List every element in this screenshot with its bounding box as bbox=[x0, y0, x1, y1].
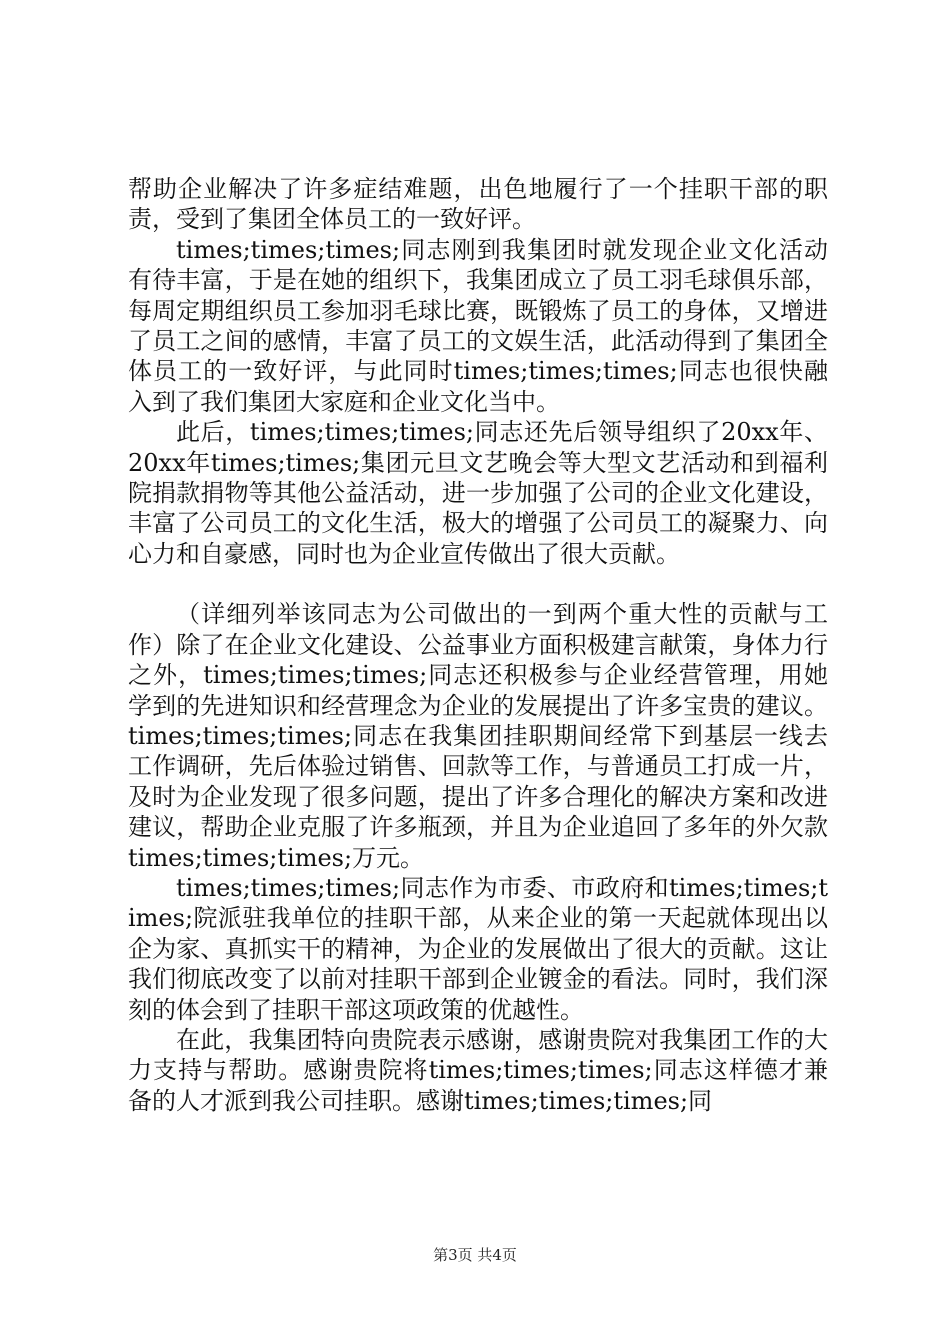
paragraph-6: 在此，我集团特向贵院表示感谢，感谢贵院对我集团工作的大力支持与帮助。感谢贵院将times;times;times;同志这样德才兼备的人才派到我公司挂职。感谢times;times;times;同 bbox=[128, 1025, 828, 1115]
document-body bbox=[128, 174, 828, 1116]
paragraph-3: 此后，times;times;times;同志还先后领导组织了20xx年、20xx年times;times;集团元旦文艺晚会等大型文艺活动和到福利院捐款捐物等其他公益活动，进一步加强了公司的企业文化建设，丰富了公司员工的文化生活，极大的增强了公司员工的凝聚力、向心力和自豪感，同时也为企业宣传做出了很大贡献。 bbox=[128, 418, 828, 568]
paragraph-4: （详细列举该同志为公司做出的一到两个重大性的贡献与工作）除了在企业文化建设、公益事业方面积极建言献策，身体力行之外，times;times;times;同志还积极参与企业经营管理，用她学到的先进知识和经营理念为企业的发展提出了许多宝贵的建议。times;times;times;同志在我集团挂职期间经常下到基层一线去工作调研，先后体验过销售、回款等工作，与普通员工打成一片，及时为企业发现了很多问题，提出了许多合理化的解决方案和改进建议，帮助企业克服了许多瓶颈，并且为企业追回了多年的外欠款times;times;times;万元。 bbox=[128, 600, 828, 872]
paragraph-5: times;times;times;同志作为市委、市政府和times;times;times;院派驻我单位的挂职干部，从来企业的第一天起就体现出以企为家、真抓实干的精神，为企业的发展做出了很大的贡献。这让我们彻底改变了以前对挂职干部到企业镀金的看法。同时，我们深刻的体会到了挂职干部这项政策的优越性。 bbox=[128, 873, 828, 1024]
page-footer: 第3页 共4页 bbox=[433, 1246, 517, 1264]
paragraph-2: times;times;times;同志刚到我集团时就发现企业文化活动有待丰富，于是在她的组织下，我集团成立了员工羽毛球俱乐部，每周定期组织员工参加羽毛球比赛，既锻炼了员工的身体，又增进了员工之间的感情，丰富了员工的文娱生活，此活动得到了集团全体员工的一致好评，与此同时times;times;times;同志也很快融入到了我们集团大家庭和企业文化当中。 bbox=[128, 235, 828, 416]
paragraph-1: 帮助企业解决了许多症结难题，出色地履行了一个挂职干部的职责，受到了集团全体员工的一致好评。 bbox=[128, 175, 828, 234]
